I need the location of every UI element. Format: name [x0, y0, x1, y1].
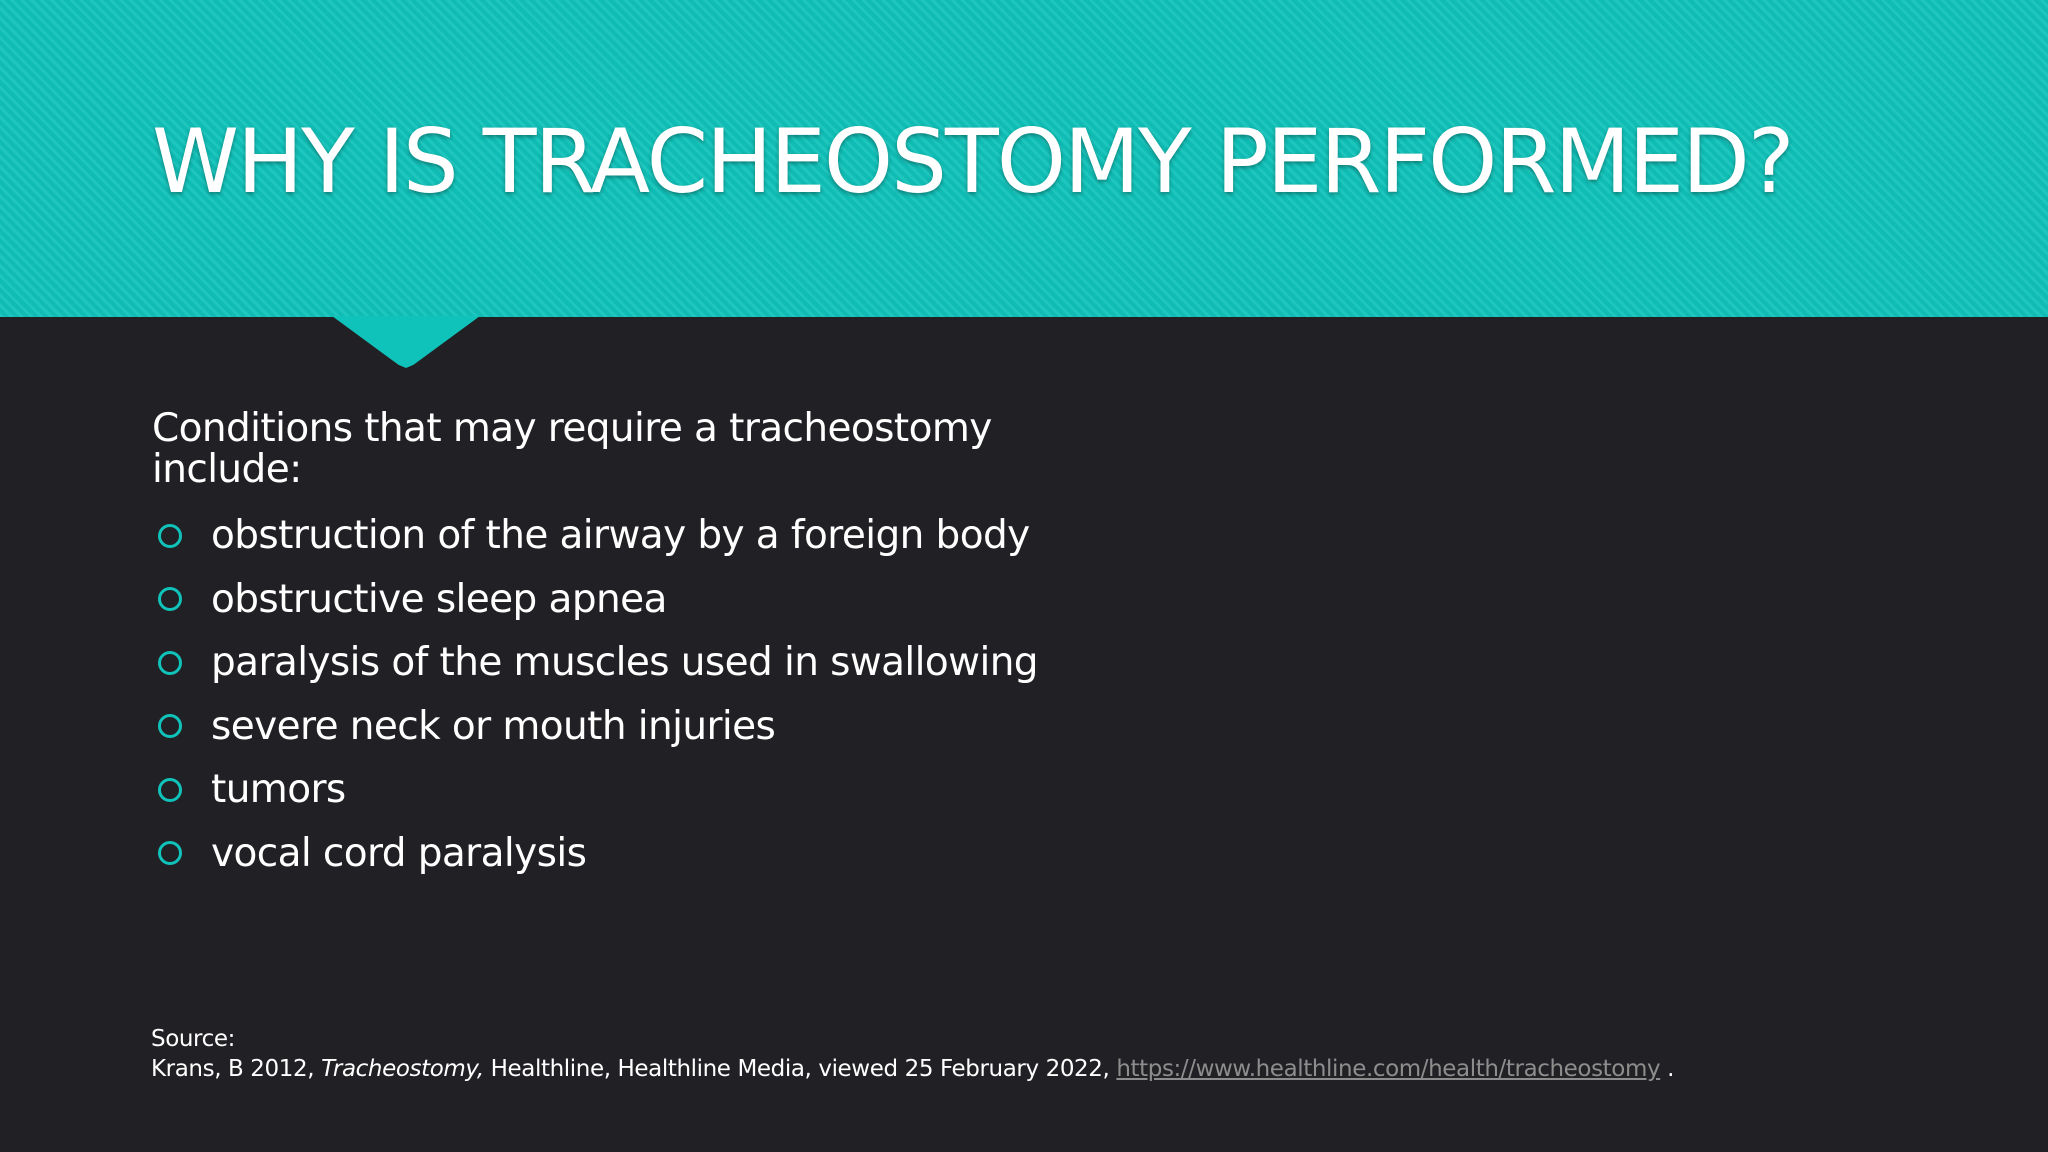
bullet-text: paralysis of the muscles used in swallowing: [211, 640, 1038, 686]
bullet-text: obstruction of the airway by a foreign body: [211, 513, 1030, 559]
source-label: Source:: [151, 1026, 235, 1052]
citation-publisher: Healthline, Healthline Media, viewed 25 February 2022,: [483, 1056, 1117, 1082]
bullet-text: severe neck or mouth injuries: [211, 703, 776, 749]
citation-end: .: [1660, 1056, 1675, 1082]
header-notch: [332, 316, 480, 368]
source-link[interactable]: https://www.healthline.com/health/tracheostomy: [1116, 1056, 1661, 1082]
bullet-item: [152, 695, 1052, 759]
source-citation: [151, 1024, 1674, 1084]
bullet-list: [152, 504, 1052, 885]
citation-title: Tracheostomy,: [321, 1056, 484, 1082]
bullet-text: vocal cord paralysis: [211, 830, 587, 876]
bullet-text: obstructive sleep apnea: [211, 576, 667, 622]
bullet-item: [152, 504, 1052, 568]
citation-author-year: Krans, B 2012,: [151, 1056, 322, 1082]
slide-content: [152, 408, 1052, 885]
bullet-item: [152, 631, 1052, 695]
circle-outline-icon: [158, 524, 182, 548]
intro-text: Conditions that may require a tracheostomy include:: [152, 406, 992, 492]
circle-outline-icon: [158, 778, 182, 802]
circle-outline-icon: [158, 841, 182, 865]
slide-title: WHY IS TRACHEOSTOMY PERFORMED?: [152, 110, 1793, 213]
bullet-item: [152, 758, 1052, 822]
bullet-text: tumors: [211, 767, 346, 813]
circle-outline-icon: [158, 714, 182, 738]
citation-line: [151, 1054, 1674, 1084]
circle-outline-icon: [158, 587, 182, 611]
bullet-item: [152, 822, 1052, 886]
circle-outline-icon: [158, 651, 182, 675]
bullet-item: [152, 568, 1052, 632]
